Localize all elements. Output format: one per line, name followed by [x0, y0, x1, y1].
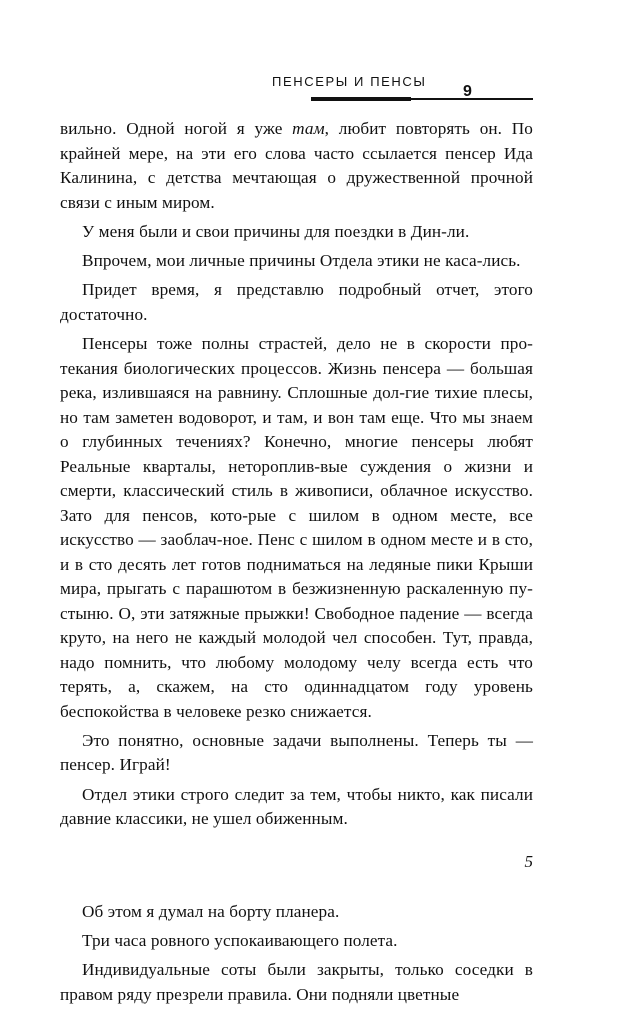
section-number: 5: [524, 851, 533, 871]
paragraph: У меня были и свои причины для поездки в Дин-ли.: [82, 221, 470, 241]
header-rule-thick: [311, 97, 411, 101]
page-number: 9: [463, 83, 472, 100]
emphasis-text: там: [292, 119, 325, 138]
paragraph: Об этом я думал на борту планера.: [82, 901, 340, 921]
paragraph: Пенсеры тоже полны страстей, дело не в скорости про-текания биологических процессов. Жизнь пенсера — большая река, излившаяся на равнину. Сплошные дол-гие тихие плесы, но там заметен водоворот, и там, и вон там еще. Что мы знаем о глубинных течениях? Конечно, многие пенсеры любят Реальные кварталы, нетороплив-вые суждения о жизни и смерти, классический стиль в живописи, облачное искусство. Зато для пенсов, кото-рые с шилом в одном месте, все искусство — заоблач-ное. Пенс с шилом в одном месте и в сто, и в сто десять лет готов подниматься на ледяные пики Крыши мира, прыгать с парашютом в безжизненную раскаленную пу-стыню. О, эти затяжные прыжки! Свободное падение — всегда круто, на него не каждый молодой чел способен. Тут, правда, надо помнить, что любому молодому челу всегда есть что терять, а, скажем, на сто одиннадцатом году уровень беспокойства в человеке резко снижается.: [60, 334, 533, 721]
paragraph: Впрочем, мои личные причины Отдела этики не каса-лись.: [82, 251, 521, 271]
paragraph-text: , любит повторять он. По крайней мере, на эти его слова часто ссылается пенсер Ида Калинина, с детства мечтающая о дружественной прочной связи с иным миром.: [60, 119, 533, 212]
paragraph: Придет время, я представлю подробный отчет, этого достаточно.: [60, 280, 533, 324]
paragraph: Индивидуальные соты были закрыты, только соседки в правом ряду презрели правила. Они подняли цветные: [60, 960, 533, 1004]
paragraph: Отдел этики строго следит за тем, чтобы никто, как писали давние классики, не ушел обиженным.: [60, 784, 533, 829]
paragraph: [60, 117, 533, 215]
paragraph: Это понятно, основные задачи выполнены. Теперь ты — пенсер. Играй!: [60, 730, 533, 775]
body-text: [60, 117, 533, 1012]
paragraph: Три часа ровного успокаивающего полета.: [82, 931, 398, 951]
running-title: ПЕНСЕРЫ И ПЕНСЫ: [272, 74, 427, 89]
paragraph-text: вильно. Одной ногой я уже: [60, 119, 293, 138]
header-rule-thin: [411, 98, 533, 100]
